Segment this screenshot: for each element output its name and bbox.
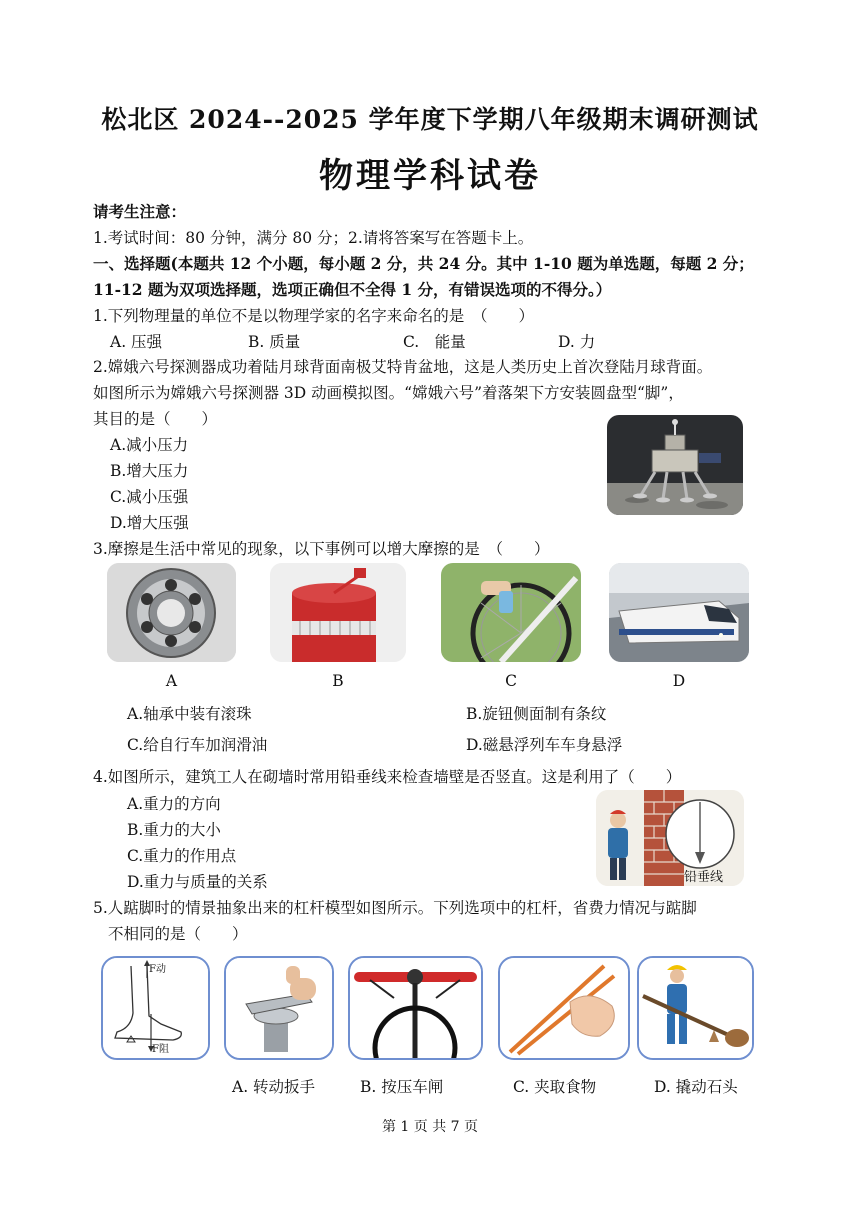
q1-option-c: C. 能量 [403, 333, 466, 351]
wrench-image [224, 956, 334, 1060]
notice-line: 1.考试时间：80 分钟，满分 80 分；2.请将答案写在答题卡上。 [93, 229, 534, 247]
question-5-stem: 5.人踮脚时的情景抽象出来的杠杆模型如图所示。下列选项中的杠杆，省费力情况与踮脚 [93, 899, 697, 917]
q4-option-c: C.重力的作用点 [127, 847, 237, 865]
q5-option-c: C. 夹取食物 [513, 1078, 597, 1096]
q3-option-b: B.旋钮侧面制有条纹 [466, 705, 607, 723]
crowbar-worker-image [637, 956, 754, 1060]
lunar-lander-image [607, 415, 743, 515]
question-2-stem: 2.嫦娥六号探测器成功着陆月球背面南极艾特肯盆地，这是人类历史上首次登陆月球背面。 [93, 358, 713, 376]
q2-option-c: C.减小压强 [110, 488, 189, 506]
q4-option-a: A.重力的方向 [127, 795, 221, 813]
question-5-stem-2: 不相同的是（ ） [108, 925, 248, 943]
maglev-train-image [609, 563, 749, 662]
q3-image-label-d: D [672, 672, 686, 690]
bearing-image [107, 563, 236, 662]
knob-image [270, 563, 406, 662]
section-heading: 一、选择题(本题共 12 个小题，每小题 2 分，共 24 分。其中 1-10 题为单选题，每题 2 分； [93, 254, 754, 273]
force-label-bottom: F阻 [152, 1044, 169, 1055]
q3-option-d: D.磁悬浮列车车身悬浮 [466, 736, 623, 754]
q4-option-d: D.重力与质量的关系 [127, 873, 268, 891]
section-heading-cont: 11-12 题为双项选择题，选项正确但不全得 1 分，有错误选项的不得分。） [93, 280, 612, 299]
q2-option-b: B.增大压力 [110, 462, 189, 480]
question-3-stem: 3.摩擦是生活中常见的现象，以下事例可以增大摩擦的是 （ ） [93, 540, 550, 558]
question-4-stem: 4.如图所示，建筑工人在砌墙时常用铅垂线来检查墙壁是否竖直。这是利用了（ ） [93, 768, 682, 786]
q1-option-a: A. 压强 [110, 333, 163, 351]
question-2-stem-3: 其目的是（ ） [93, 410, 218, 428]
q1-option-d: D. 力 [558, 333, 596, 351]
q3-option-c: C.给自行车加润滑油 [127, 736, 268, 754]
chopsticks-image [498, 956, 630, 1060]
force-label-top: F动 [149, 964, 166, 975]
q2-option-d: D.增大压强 [110, 514, 189, 532]
question-2-stem-2: 如图所示为嫦娥六号探测器 3D 动画模拟图。“嫦娥六号”着落架下方安装圆盘型“脚”， [93, 384, 684, 402]
q5-option-d: D. 撬动石头 [654, 1078, 738, 1096]
q4-option-b: B.重力的大小 [127, 821, 221, 839]
q1-option-b: B. 质量 [248, 333, 301, 351]
q3-image-label-c: C [505, 672, 517, 690]
subject-title: 物理学科试卷 [319, 156, 541, 196]
q3-image-label-a: A [165, 672, 178, 690]
q2-option-a: A.减小压力 [110, 436, 189, 454]
q3-image-label-b: B [332, 672, 344, 690]
notice-heading: 请考生注意： [93, 202, 187, 221]
bicycle-oil-image [441, 563, 581, 662]
q5-option-a: A. 转动扳手 [232, 1078, 316, 1096]
exam-title: 松北区 2024--2025 学年度下学期八年级期末调研测试 [101, 105, 759, 134]
question-1-stem: 1.下列物理量的单位不是以物理学家的名字来命名的是 （ ） [93, 307, 535, 325]
q3-option-a: A.轴承中装有滚珠 [127, 705, 252, 723]
q5-option-b: B. 按压车闸 [360, 1078, 444, 1096]
page-number: 第 1 页 共 7 页 [381, 1119, 479, 1135]
bike-brake-image [348, 956, 483, 1060]
plumb-line-label: 铅垂线 [684, 870, 724, 885]
